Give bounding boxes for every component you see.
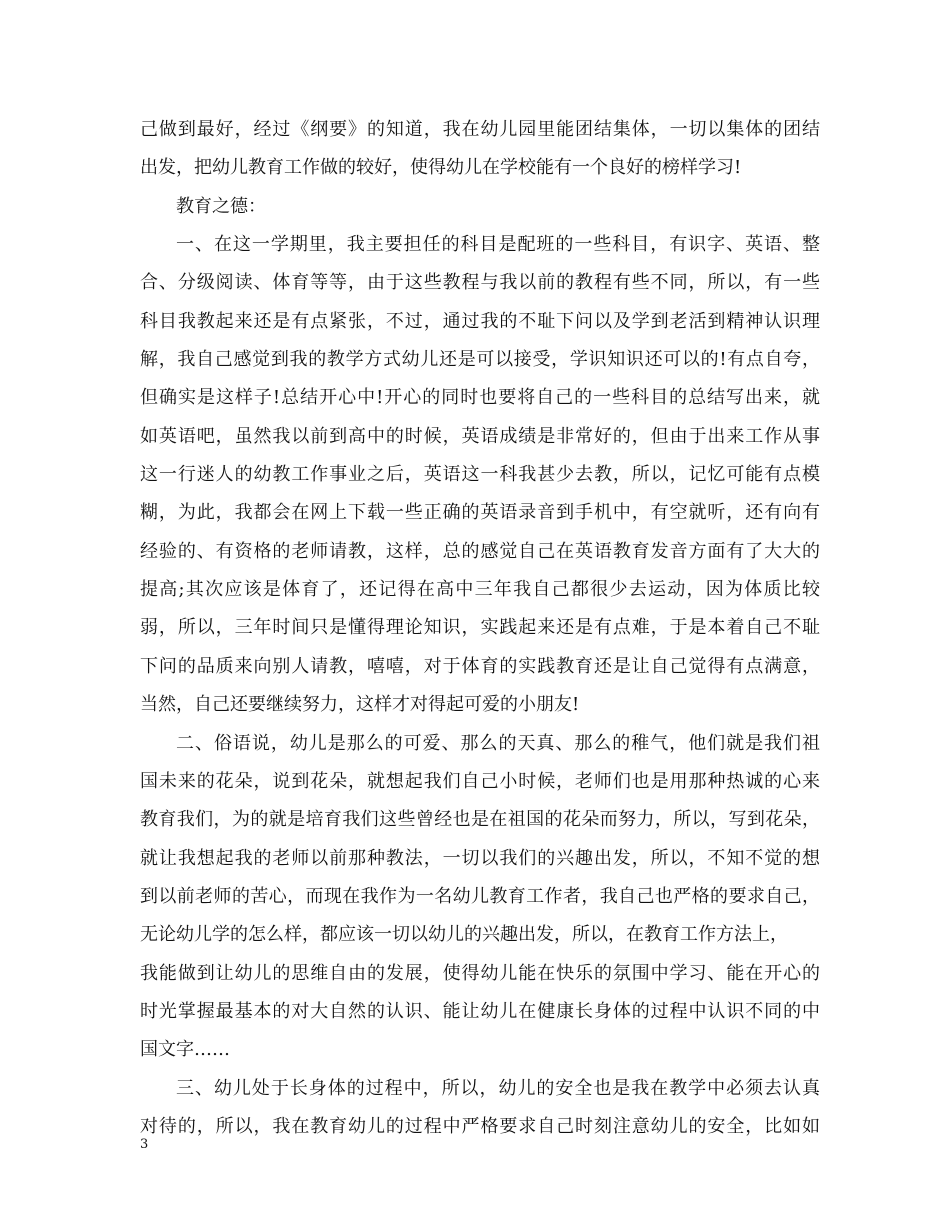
text-line: 这一行迷人的幼教工作事业之后，英语这一科我甚少去教，所以，记忆可能有点模 [140,464,820,486]
text-line: 下问的品质来向别人请教，嘻嘻，对于体育的实践教育还是让自己觉得有点满意， [140,655,820,677]
text-line: 国未来的花朵，说到花朵，就想起我们自己小时候，老师们也是用那种热诚的心来 [140,770,820,792]
text-line: 时光掌握最基本的对大自然的认识、能让幼儿在健康长身体的过程中认识不同的中 [140,1000,820,1022]
page-number: 3 [140,1137,149,1152]
text-line: 教育之德： [176,195,266,217]
text-line: 国文字…… [140,1039,230,1061]
text-line: 当然，自己还要继续努力，这样才对得起可爱的小朋友! [140,694,580,716]
text-line: 但确实是这样子!总结开心中!开心的同时也要将自己的一些科目的总结写出来，就 [140,387,820,409]
text-line: 糊，为此，我都会在网上下载一些正确的英语录音到手机中，有空就听，还有向有 [140,502,820,524]
text-line: 二、俗语说，幼儿是那么的可爱、那么的天真、那么的稚气，他们就是我们祖 [176,732,820,754]
text-line: 经验的、有资格的老师请教，这样，总的感觉自己在英语教育发音方面有了大大的 [140,540,820,562]
text-line: 如英语吧，虽然我以前到高中的时候，英语成绩是非常好的，但由于出来工作从事 [140,425,820,447]
text-line: 三、幼儿处于长身体的过程中，所以，幼儿的安全也是我在教学中必须去认真 [176,1077,820,1099]
text-line: 己做到最好，经过《纲要》的知道，我在幼儿园里能团结集体，一切以集体的团结 [140,119,820,140]
text-line: 一、在这一学期里，我主要担任的科目是配班的一些科目，有识字、英语、整 [176,234,820,256]
text-line: 教育我们，为的就是培育我们这些曾经也是在祖国的花朵而努力，所以，写到花朵， [140,809,820,831]
text-line: 到以前老师的苦心，而现在我作为一名幼儿教育工作者，我自己也严格的要求自己， [140,885,820,907]
text-line: 合、分级阅读、体育等等，由于这些教程与我以前的教程有些不同，所以，有一些 [140,272,820,294]
text-line: 无论幼儿学的怎么样，都应该一切以幼儿的兴趣出发，所以，在教育工作方法上， [140,924,788,946]
text-line: 科目我教起来还是有点紧张，不过，通过我的不耻下问以及学到老活到精神认识理 [140,310,820,332]
text-line: 就让我想起我的老师以前那种教法，一切以我们的兴趣出发，所以，不知不觉的想 [140,847,820,869]
text-line: 出发，把幼儿教育工作做的较好，使得幼儿在学校能有一个良好的榜样学习! [140,157,742,179]
text-line: 我能做到让幼儿的思维自由的发展，使得幼儿能在快乐的氛围中学习、能在开心的 [140,962,820,984]
text-line: 弱，所以，三年时间只是懂得理论知识，实践起来还是有点难，于是本着自己不耻 [140,617,820,639]
text-line: 对待的，所以，我在教育幼儿的过程中严格要求自己时刻注意幼儿的安全，比如如 [140,1115,820,1137]
text-line: 解，我自己感觉到我的教学方式幼儿还是可以接受，学识知识还可以的!有点自夸， [140,349,820,371]
text-line: 提高;其次应该是体育了，还记得在高中三年我自己都很少去运动，因为体质比较 [140,579,820,601]
body-text [140,111,820,1146]
